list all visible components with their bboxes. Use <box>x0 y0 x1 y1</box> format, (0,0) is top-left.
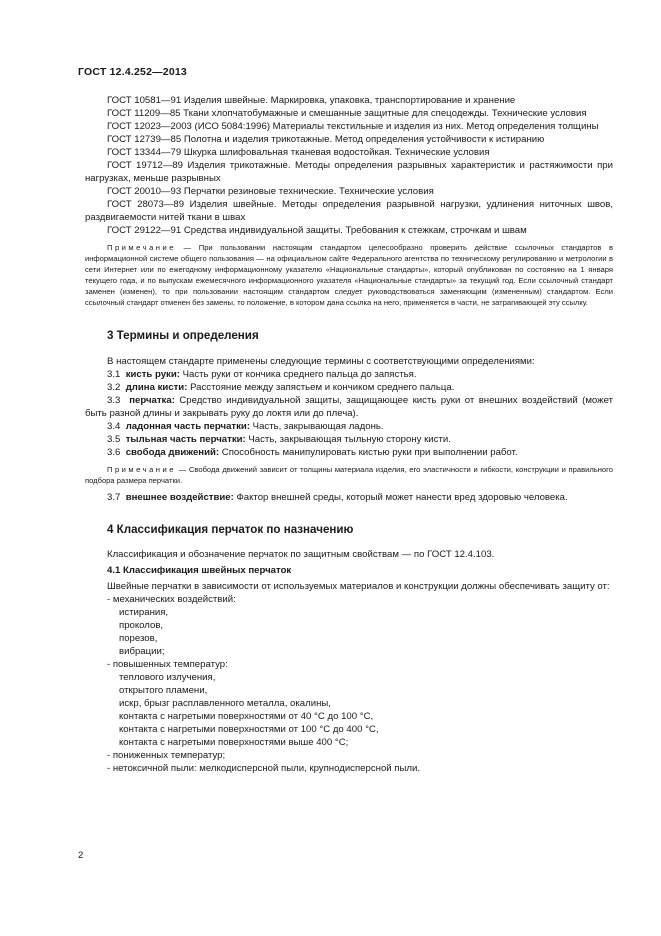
protection-group: - механических воздействий: <box>107 594 236 605</box>
protection-group: - нетоксичной пыли: мелкодисперсной пыли, крупнодисперсной пыли. <box>107 763 421 774</box>
term-name: кисть руки: <box>125 369 180 380</box>
term-definition: Часть, закрывающая тыльную сторону кисти. <box>245 434 451 445</box>
reference-item: ГОСТ 29122—91 Средства индивидуальной защиты. Требования к стежкам, строчкам и швам <box>107 225 527 236</box>
term-number: 3.1 <box>107 369 121 380</box>
reference-item: ГОСТ 19712—89 Изделия трикотажные. Методы определения разрывных характеристик и растяжимости при нагрузках, меньше разрывных <box>85 160 613 184</box>
term-definition: Часть руки от кончика среднего пальца до запястья. <box>179 369 417 380</box>
term-number: 3.7 <box>107 492 121 503</box>
subsection-4-1-intro: Швейные перчатки в зависимости от используемых материалов и конструкции должны обеспечивать защиту от: <box>107 581 610 592</box>
term-item <box>85 433 613 446</box>
protection-item: контакта с нагретыми поверхностями выше 400 °С; <box>119 737 349 748</box>
note-text: — Свобода движений зависит от толщины материала изделия, его эластичности и гибкости, конструкции и правильного подбора размера перчатки. <box>85 465 613 485</box>
terms-list <box>85 368 613 459</box>
note-text: — При пользовании настоящим стандартом целесообразно проверить действие ссылочных стандартов в информационной системе общего пользования — на официальном сайте Федерального агентства по техническому регулированию и метрологии в сети Интернет или по ежегодному информационному указателю «Национальные стандарты», который опубликован по состоянию на 1 января текущего года, и по выпускам ежемесячного информационного указателя «Национальные стандарты» за текущий год. Если ссылочный стандарт заменен (изменен), то при пользовании настоящим стандартом следует руководствоваться заменяющим (измененным) стандартом. Если ссылочный стандарт отменен без замены, то положение, в котором дана ссылка на него, применяется в части, не затрагивающей эту ссылку. <box>85 243 613 307</box>
note-references <box>85 242 613 308</box>
term-item <box>85 394 613 420</box>
term-definition: Часть, закрывающая ладонь. <box>250 421 384 432</box>
section-3-title: 3 Термины и определения <box>107 329 259 342</box>
protection-item: контакта с нагретыми поверхностями от 40 °С до 100 °С, <box>119 711 374 722</box>
note-label: Примечание <box>107 465 176 474</box>
term-number: 3.3 <box>107 395 121 406</box>
reference-item: ГОСТ 28073—89 Изделия швейные. Методы определения разрывной нагрузки, удлинения ниточных швов, раздвигаемости нитей ткани в швах <box>85 199 613 223</box>
subsection-4-1-title: 4.1 Классификация швейных перчаток <box>107 565 292 576</box>
reference-item: ГОСТ 11209—85 Ткани хлопчатобумажные и смешанные защитные для спецодежды. Технические условия <box>107 108 587 119</box>
term-number: 3.4 <box>107 421 121 432</box>
protection-item: искр, брызг расплавленного металла, окалины, <box>119 698 331 709</box>
term-name: внешнее воздействие: <box>125 492 234 503</box>
term-item <box>85 368 613 381</box>
section-3-intro: В настоящем стандарте применены следующие термины с соответствующими определениями: <box>107 356 535 367</box>
protection-item: теплового излучения, <box>119 672 216 683</box>
term-name: свобода движений: <box>125 447 220 458</box>
page-content <box>85 94 613 775</box>
term-name: ладонная часть перчатки: <box>125 421 251 432</box>
protection-item: порезов, <box>119 633 158 644</box>
term-3-7 <box>85 491 613 504</box>
protection-group: - повышенных температур: <box>107 659 228 670</box>
protection-item: контакта с нагретыми поверхностями от 100 °С до 400 °С, <box>119 724 379 735</box>
protection-list <box>85 593 613 775</box>
reference-item: ГОСТ 12739—85 Полотна и изделия трикотажные. Метод определения устойчивости к истиранию <box>107 134 545 145</box>
protection-item: вибрации; <box>119 646 165 657</box>
protection-item: открытого пламени, <box>119 685 208 696</box>
term-definition: Расстояние между запястьем и кончиком среднего пальца. <box>187 382 455 393</box>
term-definition: Фактор внешней среды, который может нанести вред здоровью человека. <box>233 492 568 503</box>
term-definition: Способность манипулировать кистью руки при выполнении работ. <box>219 447 518 458</box>
term-name: тыльная часть перчатки: <box>125 434 246 445</box>
term-item <box>85 420 613 433</box>
term-number: 3.6 <box>107 447 121 458</box>
normative-references <box>85 94 613 237</box>
reference-item: ГОСТ 10581—91 Изделия швейные. Маркировка, упаковка, транспортирование и хранение <box>107 95 516 106</box>
term-name: длина кисти: <box>125 382 188 393</box>
section-4-intro: Классификация и обозначение перчаток по защитным свойствам — по ГОСТ 12.4.103. <box>107 549 495 560</box>
protection-group: - пониженных температур; <box>107 750 226 761</box>
note-label: Примечание <box>107 243 176 252</box>
page-number: 2 <box>78 850 84 861</box>
term-item <box>85 446 613 459</box>
reference-item: ГОСТ 12023—2003 (ИСО 5084:1996) Материалы текстильные и изделия из них. Метод определения толщины <box>107 121 599 132</box>
term-number: 3.2 <box>107 382 121 393</box>
term-number: 3.5 <box>107 434 121 445</box>
term-definition: Средство индивидуальной защиты, защищающее кисть руки от внешних воздействий (может быть разной длины и закрывать руку до локтя или до плеча). <box>85 395 613 419</box>
reference-item: ГОСТ 13344—79 Шкурка шлифовальная тканевая водостойкая. Технические условия <box>107 147 490 158</box>
term-name: перчатка: <box>129 395 175 406</box>
protection-item: истирания, <box>119 607 169 618</box>
term-item <box>85 381 613 394</box>
protection-item: проколов, <box>119 620 164 631</box>
section-4-title: 4 Классификация перчаток по назначению <box>107 523 354 536</box>
reference-item: ГОСТ 20010—93 Перчатки резиновые технические. Технические условия <box>107 186 434 197</box>
note-freedom <box>85 464 613 486</box>
page-header: ГОСТ 12.4.252—2013 <box>78 66 187 78</box>
